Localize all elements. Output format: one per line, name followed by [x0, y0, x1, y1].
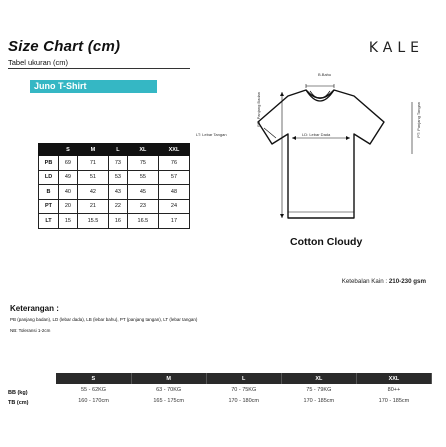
table-cell: 22	[108, 199, 127, 214]
table-cell: 160 - 170cm	[78, 397, 109, 404]
page-title: Size Chart (cm)	[8, 38, 121, 55]
table-cell: 20	[59, 199, 78, 214]
table-cell: 57	[158, 170, 189, 185]
table-row	[56, 395, 432, 406]
weight-table-header-row	[56, 373, 432, 384]
thickness-value: 210-230 gsm	[388, 278, 426, 285]
sleeve-width-label: LT: Lebar Tangan	[196, 132, 227, 137]
row-label: PT	[39, 199, 59, 214]
size-table-header	[39, 144, 59, 156]
page-subtitle: Tabel ukuran (cm)	[8, 58, 190, 69]
table-cell: 70 - 75KG	[231, 386, 257, 393]
table-cell: 42	[77, 185, 108, 200]
table-cell: 53	[108, 170, 127, 185]
sleeve-length-label: PT: Panjang Tangan	[416, 102, 421, 138]
table-row	[39, 156, 190, 171]
table-cell: 80++	[387, 386, 401, 393]
row-label: BB (kg)	[8, 390, 28, 396]
weight-table-header: XL	[281, 373, 356, 384]
table-cell: 170 - 185cm	[378, 397, 410, 404]
fabric-name: Cotton Cloudy	[290, 236, 363, 248]
table-row	[39, 214, 190, 229]
size-table-header-row	[39, 144, 190, 156]
notes-text: PB (panjang badan), LD (lebar dada), LB (lebar bahu), PT (panjang tangan), LT (lebar tangan)	[10, 317, 198, 322]
table-cell: 21	[77, 199, 108, 214]
weight-table-header: S	[56, 373, 131, 384]
table-cell: 51	[77, 170, 108, 185]
weight-table-header: XXL	[356, 373, 431, 384]
weight-table-header: L	[206, 373, 281, 384]
brand-logo: KALE	[368, 40, 424, 56]
table-cell: 16.5	[127, 214, 158, 229]
shoulder-label: B.Bahu	[318, 72, 332, 77]
table-cell: 76	[158, 156, 189, 171]
table-cell: 48	[158, 185, 189, 200]
table-cell: 55 - 62KG	[81, 386, 107, 393]
tolerance-note: NB: Toleransi 1-2cm	[10, 328, 51, 333]
row-label: LT	[39, 214, 59, 229]
table-cell: 16	[108, 214, 127, 229]
row-label: TB (cm)	[8, 399, 29, 406]
table-cell: 73	[108, 156, 127, 171]
weight-height-table	[56, 373, 432, 406]
table-cell: 43	[108, 185, 127, 200]
table-cell: 24	[158, 199, 189, 214]
table-cell: 55	[127, 170, 158, 185]
size-table-header: XXL	[158, 144, 189, 156]
size-table-header: M	[77, 144, 108, 156]
product-badge: Juno T-Shirt	[30, 80, 157, 93]
table-cell: 69	[59, 156, 78, 171]
table-row	[39, 170, 190, 185]
thickness-label: Ketebalan Kain :	[341, 278, 389, 285]
size-table-header: XL	[127, 144, 158, 156]
table-row	[39, 185, 190, 200]
fabric-thickness	[342, 278, 426, 285]
body-length-label: PB: Panjang Badan	[256, 92, 261, 127]
table-cell: 71	[77, 156, 108, 171]
table-row	[39, 199, 190, 214]
table-cell: 165 - 175cm	[153, 397, 184, 404]
tshirt-diagram	[196, 72, 426, 237]
table-cell: 40	[59, 185, 78, 200]
table-cell: 170 - 180cm	[228, 397, 260, 404]
size-table	[38, 143, 190, 229]
weight-table-header: M	[131, 373, 206, 384]
table-cell: 15	[59, 214, 78, 229]
table-cell: 49	[59, 170, 78, 185]
table-cell: 170 - 185cm	[303, 397, 335, 404]
notes-title: Keterangan :	[10, 304, 59, 313]
table-cell: 17	[158, 214, 189, 229]
row-label: PB	[39, 156, 59, 171]
table-cell: 75 - 79KG	[306, 386, 332, 393]
size-table-header: S	[59, 144, 78, 156]
row-label: B	[39, 185, 59, 200]
size-table-header: L	[108, 144, 127, 156]
chest-label: LD: Lebar Dada	[302, 132, 331, 137]
table-cell: 23	[127, 199, 158, 214]
table-row	[56, 384, 432, 395]
table-cell: 15.5	[77, 214, 108, 229]
row-label: LD	[39, 170, 59, 185]
weight-row-labels	[8, 389, 28, 408]
table-cell: 75	[127, 156, 158, 171]
table-cell: 63 - 70KG	[156, 386, 182, 393]
table-cell: 45	[127, 185, 158, 200]
